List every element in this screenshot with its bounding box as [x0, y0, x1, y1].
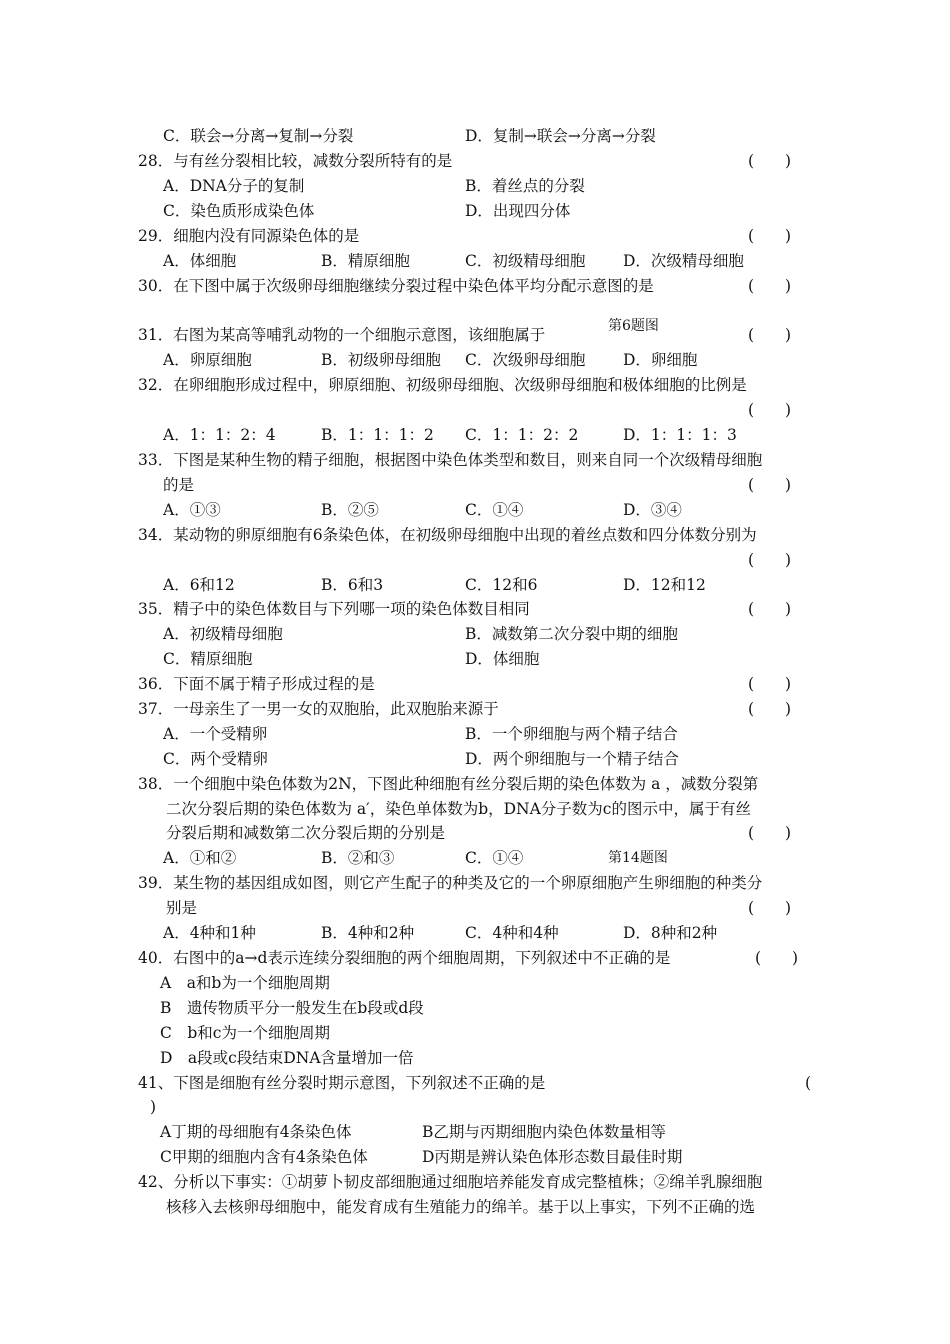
q41-option-c: C甲期的细胞内含有4条染色体 [160, 1148, 368, 1166]
q31-option-a: A．卵原细胞 [163, 351, 252, 369]
q40-option-b: B 遗传物质平分一般发生在b段或d段 [160, 999, 424, 1017]
q41-option-a: A丁期的母细胞有4条染色体 [160, 1123, 352, 1141]
q33-stem: 33．下图是某种生物的精子细胞，根据图中染色体类型和数目，则来自同一个次级精母细胞 [138, 451, 763, 469]
q41-stem: 41、下图是细胞有丝分裂时期示意图，下列叙述不正确的是 [138, 1074, 546, 1092]
q34-option-a: A．6和12 [163, 576, 235, 594]
q32-option-c: C．1：1：2：2 [465, 426, 579, 444]
answer-blank: ( ) [748, 476, 792, 494]
q31-option-c: C．次级卵母细胞 [465, 351, 586, 369]
q34-option-d: D．12和12 [623, 576, 706, 594]
q32-stem: 32．在卵细胞形成过程中，卵原细胞、初级卵母细胞、次级卵母细胞和极体细胞的比例是 [138, 376, 747, 394]
q32-option-b: B．1：1：1：2 [321, 426, 434, 444]
q27-option-d: D．复制→联会→分离→分裂 [465, 127, 656, 145]
q37-option-d: D．两个卵细胞与一个精子结合 [465, 750, 679, 768]
q29-option-d: D．次级精母细胞 [623, 252, 744, 270]
q39-stem: 39．某生物的基因组成如图，则它产生配子的种类及它的一个卵原细胞产生卵细胞的种类分 [138, 874, 763, 892]
q42-stem-cont: 核移入去核卵母细胞中，能发育成有生殖能力的绵羊。基于以上事实，下列不正确的选 [166, 1198, 756, 1216]
q27-option-c: C．联会→分离→复制→分裂 [163, 127, 354, 145]
q33-stem-cont: 的是 [163, 476, 195, 494]
q38-option-c: C．①④ [465, 849, 524, 867]
q40-option-c: C b和c为一个细胞周期 [160, 1024, 330, 1042]
q35-option-c: C．精原细胞 [163, 650, 253, 668]
q28-option-d: D．出现四分体 [465, 202, 571, 220]
answer-blank: ( ) [748, 152, 792, 170]
q34-option-b: B．6和3 [321, 576, 384, 594]
q38-stem: 38．一个细胞中染色体数为2N，下图此种细胞有丝分裂后期的染色体数为 a ，减数分裂第 [138, 775, 759, 793]
q37-stem: 37．一母亲生了一男一女的双胞胎，此双胞胎来源于 [138, 700, 499, 718]
q35-option-d: D．体细胞 [465, 650, 540, 668]
q33-option-b: B．②⑤ [321, 501, 379, 519]
q32-option-d: D．1：1：1：3 [623, 426, 737, 444]
q30-stem: 30．在下图中属于次级卵母细胞继续分裂过程中染色体平均分配示意图的是 [138, 277, 654, 295]
q40-option-d: D a段或c段结束DNA含量增加一倍 [160, 1049, 414, 1067]
q29-option-c: C．初级精母细胞 [465, 252, 586, 270]
q28-option-c: C．染色质形成染色体 [163, 202, 315, 220]
q41-option-d: D丙期是辨认染色体形态数目最佳时期 [422, 1148, 683, 1166]
answer-blank: ( ) [748, 401, 792, 419]
q29-option-a: A．体细胞 [163, 252, 237, 270]
figure-14-caption: 第14题图 [608, 850, 668, 866]
answer-blank-open: ( [805, 1074, 812, 1092]
q35-stem: 35．精子中的染色体数目与下列哪一项的染色体数目相同 [138, 600, 530, 618]
q34-stem: 34．某动物的卵原细胞有6条染色体，在初级卵母细胞中出现的着丝点数和四分体数分别为 [138, 526, 757, 544]
q35-option-b: B．减数第二次分裂中期的细胞 [465, 625, 678, 643]
q31-option-d: D．卵细胞 [623, 351, 698, 369]
q35-option-a: A．初级精母细胞 [163, 625, 283, 643]
q39-option-c: C．4种和4种 [465, 924, 559, 942]
answer-blank: ( ) [748, 551, 792, 569]
q37-option-b: B．一个卵细胞与两个精子结合 [465, 725, 678, 743]
q41-option-b: B乙期与丙期细胞内染色体数量相等 [422, 1123, 666, 1141]
answer-blank-close: ) [150, 1098, 157, 1116]
q38-stem-cont: 二次分裂后期的染色体数为 a′，染色单体数为b，DNA分子数为c的图示中，属于有丝 [166, 800, 751, 818]
answer-blank: ( ) [748, 899, 792, 917]
q40-option-a: A a和b为一个细胞周期 [160, 974, 330, 992]
q28-stem: 28．与有丝分裂相比较，减数分裂所特有的是 [138, 152, 453, 170]
q31-stem: 31．右图为某高等哺乳动物的一个细胞示意图，该细胞属于 [138, 326, 546, 344]
answer-blank: ( ) [748, 824, 792, 842]
answer-blank: ( ) [748, 326, 792, 344]
q38-option-b: B．②和③ [321, 849, 395, 867]
q29-option-b: B．精原细胞 [321, 252, 410, 270]
q42-stem: 42、分析以下事实：①胡萝卜韧皮部细胞通过细胞培养能发育成完整植株；②绵羊乳腺细胞 [138, 1173, 763, 1191]
q33-option-d: D．③④ [623, 501, 682, 519]
q39-option-b: B．4种和2种 [321, 924, 415, 942]
answer-blank: ( ) [748, 600, 792, 618]
q37-option-c: C．两个受精卵 [163, 750, 268, 768]
q39-stem-cont: 别是 [166, 899, 198, 917]
answer-blank: ( ) [748, 675, 792, 693]
q39-option-a: A．4种和1种 [163, 924, 256, 942]
q38-option-a: A．①和② [163, 849, 237, 867]
answer-blank: ( ) [748, 227, 792, 245]
answer-blank: ( ) [748, 277, 792, 295]
answer-blank: ( ) [748, 700, 792, 718]
figure-6-caption: 第6题图 [608, 318, 659, 334]
q28-option-b: B．着丝点的分裂 [465, 177, 585, 195]
q38-stem-cont2: 分裂后期和减数第二次分裂后期的分别是 [166, 824, 446, 842]
q32-option-a: A．1：1：2：4 [163, 426, 276, 444]
q31-option-b: B．初级卵母细胞 [321, 351, 441, 369]
q37-option-a: A．一个受精卵 [163, 725, 268, 743]
q28-option-a: A．DNA分子的复制 [163, 177, 305, 195]
q39-option-d: D．8种和2种 [623, 924, 718, 942]
q33-option-c: C．①④ [465, 501, 524, 519]
q36-stem: 36．下面不属于精子形成过程的是 [138, 675, 375, 693]
q29-stem: 29．细胞内没有同源染色体的是 [138, 227, 360, 245]
q40-stem: 40．右图中的a→d表示连续分裂细胞的两个细胞周期，下列叙述中不正确的是 [138, 949, 671, 967]
answer-blank: ( ) [755, 949, 799, 967]
q33-option-a: A．①③ [163, 501, 221, 519]
q34-option-c: C．12和6 [465, 576, 538, 594]
